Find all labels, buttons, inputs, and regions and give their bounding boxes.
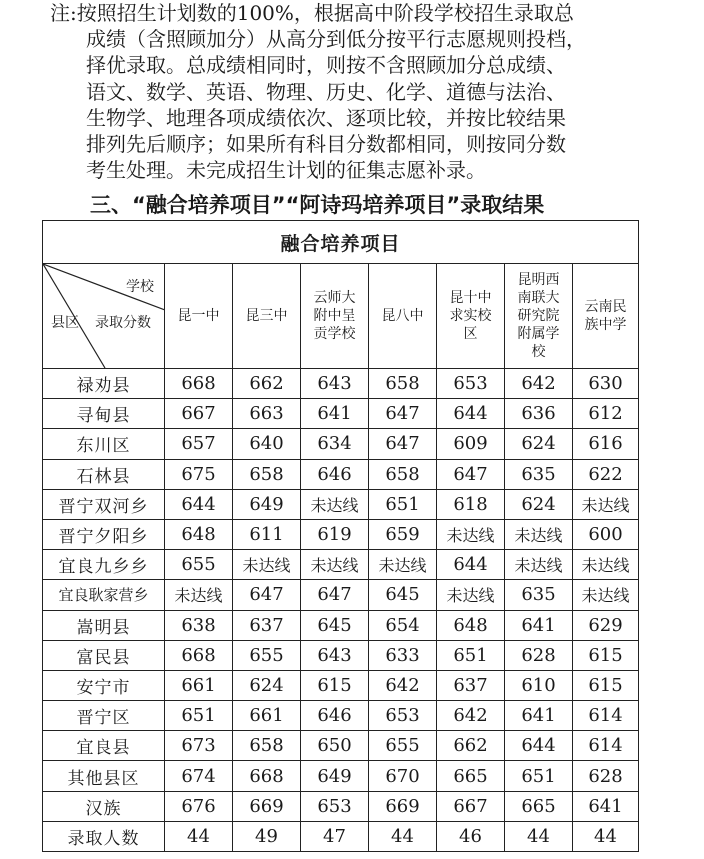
table-row (43, 701, 639, 731)
score-cell: 651 (437, 640, 505, 670)
note-line: 生物学、地理各项成绩依次、逐项比较，并按比较结果 (86, 105, 566, 130)
score-cell: 676 (165, 791, 233, 821)
score-cell: 47 (301, 821, 369, 851)
score-cell: 637 (233, 610, 301, 640)
score-cell: 614 (573, 731, 639, 761)
school-header (301, 264, 369, 369)
table-row (43, 670, 639, 700)
score-cell: 628 (505, 640, 573, 670)
score-cell: 662 (437, 731, 505, 761)
score-cell: 624 (233, 670, 301, 700)
score-cell: 641 (505, 701, 573, 731)
score-cell: 654 (369, 610, 437, 640)
corner-header-cell (43, 264, 165, 369)
county-cell: 东川区 (43, 429, 165, 459)
table-row (43, 761, 639, 791)
score-cell: 612 (573, 399, 639, 429)
school-header (369, 264, 437, 369)
school-header-line: 昆八中 (381, 308, 424, 324)
county-cell: 汉族 (43, 791, 165, 821)
score-cell: 640 (233, 429, 301, 459)
note-line: 考生处理。未完成招生计划的征集志愿补录。 (86, 158, 486, 183)
score-cell: 未达线 (437, 519, 505, 549)
score-cell: 658 (233, 731, 301, 761)
score-cell: 628 (573, 761, 639, 791)
school-header-line: 昆十中 (449, 290, 492, 306)
score-cell: 661 (233, 701, 301, 731)
table-row (43, 580, 639, 610)
table-row (43, 640, 639, 670)
score-cell: 未达线 (369, 550, 437, 580)
score-cell: 649 (301, 761, 369, 791)
county-cell: 宜良九乡乡 (43, 550, 165, 580)
county-cell: 晋宁区 (43, 701, 165, 731)
school-header-line: 昆明西 (517, 272, 560, 288)
score-cell: 600 (573, 519, 639, 549)
score-cell: 668 (233, 761, 301, 791)
score-cell: 未达线 (437, 580, 505, 610)
score-cell: 44 (165, 821, 233, 851)
school-header (505, 264, 573, 369)
score-cell: 644 (165, 489, 233, 519)
score-cell: 668 (165, 369, 233, 399)
score-cell: 662 (233, 369, 301, 399)
table-row (43, 610, 639, 640)
school-header-line: 区 (463, 326, 478, 342)
county-cell: 宜良耿家营乡 (43, 580, 165, 610)
note-line: 成绩（含照顾加分）从高分到低分按平行志愿规则投档， (86, 27, 586, 52)
score-cell: 633 (369, 640, 437, 670)
county-cell: 富民县 (43, 640, 165, 670)
school-header-line: 昆一中 (177, 308, 220, 324)
school-header-line: 附中呈 (313, 308, 356, 324)
note-line: 注:按照招生计划数的100%，根据高中阶段学校招生录取总 (50, 1, 574, 25)
county-cell: 其他县区 (43, 761, 165, 791)
score-cell: 642 (437, 701, 505, 731)
score-cell: 667 (165, 399, 233, 429)
score-cell: 661 (165, 670, 233, 700)
score-cell: 未达线 (233, 550, 301, 580)
score-cell: 636 (505, 399, 573, 429)
score-cell: 643 (301, 369, 369, 399)
county-cell: 安宁市 (43, 670, 165, 700)
corner-school-label: 学校 (126, 279, 154, 295)
table-row (43, 731, 639, 761)
score-cell: 615 (573, 670, 639, 700)
score-cell: 629 (573, 610, 639, 640)
county-cell: 嵩明县 (43, 610, 165, 640)
score-cell: 641 (573, 791, 639, 821)
score-cell: 642 (505, 369, 573, 399)
score-cell: 674 (165, 761, 233, 791)
score-cell: 653 (369, 701, 437, 731)
note-line: 择优录取。总成绩相同时，则按不含照顾加分总成绩、 (86, 53, 566, 78)
score-cell: 641 (505, 610, 573, 640)
score-cell: 655 (165, 550, 233, 580)
corner-county-label: 县区 (51, 315, 79, 331)
score-cell: 647 (233, 580, 301, 610)
score-cell: 658 (369, 369, 437, 399)
table-title: 融合培养项目 (43, 221, 639, 264)
county-cell: 晋宁夕阳乡 (43, 519, 165, 549)
score-cell: 643 (301, 640, 369, 670)
table-row (43, 369, 639, 399)
score-cell: 647 (301, 580, 369, 610)
score-cell: 669 (233, 791, 301, 821)
score-cell: 644 (505, 731, 573, 761)
score-cell: 644 (437, 399, 505, 429)
score-cell: 637 (437, 670, 505, 700)
score-cell: 659 (369, 519, 437, 549)
score-cell: 669 (369, 791, 437, 821)
table-row (43, 791, 639, 821)
school-header-line: 附属学 (517, 326, 560, 342)
admission-note (50, 0, 650, 183)
county-cell: 宜良县 (43, 731, 165, 761)
score-cell: 645 (301, 610, 369, 640)
score-cell: 657 (165, 429, 233, 459)
score-cell: 618 (437, 489, 505, 519)
score-cell: 673 (165, 731, 233, 761)
note-line: 语文、数学、英语、物理、历史、化学、道德与法治、 (86, 79, 566, 104)
school-header (573, 264, 639, 369)
score-cell: 645 (369, 580, 437, 610)
score-cell: 44 (505, 821, 573, 851)
score-cell: 651 (505, 761, 573, 791)
score-cell: 675 (165, 459, 233, 489)
school-header-line: 贡学校 (313, 326, 356, 342)
county-cell: 禄劝县 (43, 369, 165, 399)
score-cell: 634 (301, 429, 369, 459)
score-cell: 615 (301, 670, 369, 700)
score-cell: 未达线 (573, 580, 639, 610)
score-cell: 655 (233, 640, 301, 670)
score-cell: 650 (301, 731, 369, 761)
section-heading: 三、“融合培养项目”“阿诗玛培养项目”录取结果 (90, 193, 545, 217)
score-cell: 653 (301, 791, 369, 821)
score-cell: 624 (505, 429, 573, 459)
corner-score-label: 录取分数 (95, 315, 151, 331)
score-cell: 未达线 (573, 489, 639, 519)
score-cell: 647 (369, 429, 437, 459)
school-header-line: 族中学 (584, 317, 627, 333)
score-cell: 609 (437, 429, 505, 459)
score-cell: 644 (437, 550, 505, 580)
score-cell: 648 (165, 519, 233, 549)
score-cell: 616 (573, 429, 639, 459)
score-cell: 646 (301, 701, 369, 731)
score-cell: 665 (505, 791, 573, 821)
score-cell: 44 (369, 821, 437, 851)
score-cell: 658 (369, 459, 437, 489)
score-cell: 651 (369, 489, 437, 519)
table-row (43, 399, 639, 429)
score-cell: 655 (369, 731, 437, 761)
score-cell: 667 (437, 791, 505, 821)
score-cell: 619 (301, 519, 369, 549)
table-row (43, 489, 639, 519)
note-line: 排列先后顺序；如果所有科目分数都相同，则按同分数 (86, 131, 566, 156)
school-header-line: 南联大 (517, 290, 560, 306)
score-cell: 624 (505, 489, 573, 519)
score-cell: 622 (573, 459, 639, 489)
school-header-line: 求实校 (449, 308, 492, 324)
school-header (437, 264, 505, 369)
score-cell: 615 (573, 640, 639, 670)
county-cell: 录取人数 (43, 821, 165, 851)
score-cell: 670 (369, 761, 437, 791)
school-header-line: 云师大 (313, 290, 356, 306)
score-cell: 651 (165, 701, 233, 731)
score-cell: 663 (233, 399, 301, 429)
score-cell: 未达线 (301, 489, 369, 519)
score-cell: 642 (369, 670, 437, 700)
score-cell: 638 (165, 610, 233, 640)
score-cell: 未达线 (505, 550, 573, 580)
score-cell: 635 (505, 580, 573, 610)
school-header-line: 昆三中 (245, 308, 288, 324)
score-cell: 未达线 (573, 550, 639, 580)
table-row (43, 459, 639, 489)
score-cell: 44 (573, 821, 639, 851)
table-row (43, 519, 639, 549)
score-cell: 647 (437, 459, 505, 489)
score-cell: 635 (505, 459, 573, 489)
score-cell: 630 (573, 369, 639, 399)
score-cell: 614 (573, 701, 639, 731)
score-cell: 647 (369, 399, 437, 429)
score-cell: 668 (165, 640, 233, 670)
admission-results-table (42, 220, 639, 852)
county-cell: 石林县 (43, 459, 165, 489)
score-cell: 646 (301, 459, 369, 489)
score-cell: 611 (233, 519, 301, 549)
score-cell: 658 (233, 459, 301, 489)
score-cell: 未达线 (301, 550, 369, 580)
school-header-line: 研究院 (517, 308, 560, 324)
score-cell: 653 (437, 369, 505, 399)
school-header (165, 264, 233, 369)
county-cell: 寻甸县 (43, 399, 165, 429)
table-row (43, 550, 639, 580)
score-cell: 未达线 (165, 580, 233, 610)
score-cell: 610 (505, 670, 573, 700)
score-cell: 665 (437, 761, 505, 791)
county-cell: 晋宁双河乡 (43, 489, 165, 519)
score-cell: 649 (233, 489, 301, 519)
school-header (233, 264, 301, 369)
score-cell: 49 (233, 821, 301, 851)
score-cell: 46 (437, 821, 505, 851)
table-row (43, 429, 639, 459)
school-header-line: 云南民 (584, 299, 627, 315)
table-row (43, 821, 639, 851)
score-cell: 648 (437, 610, 505, 640)
score-cell: 未达线 (505, 519, 573, 549)
score-cell: 641 (301, 399, 369, 429)
school-header-line: 校 (531, 344, 546, 360)
